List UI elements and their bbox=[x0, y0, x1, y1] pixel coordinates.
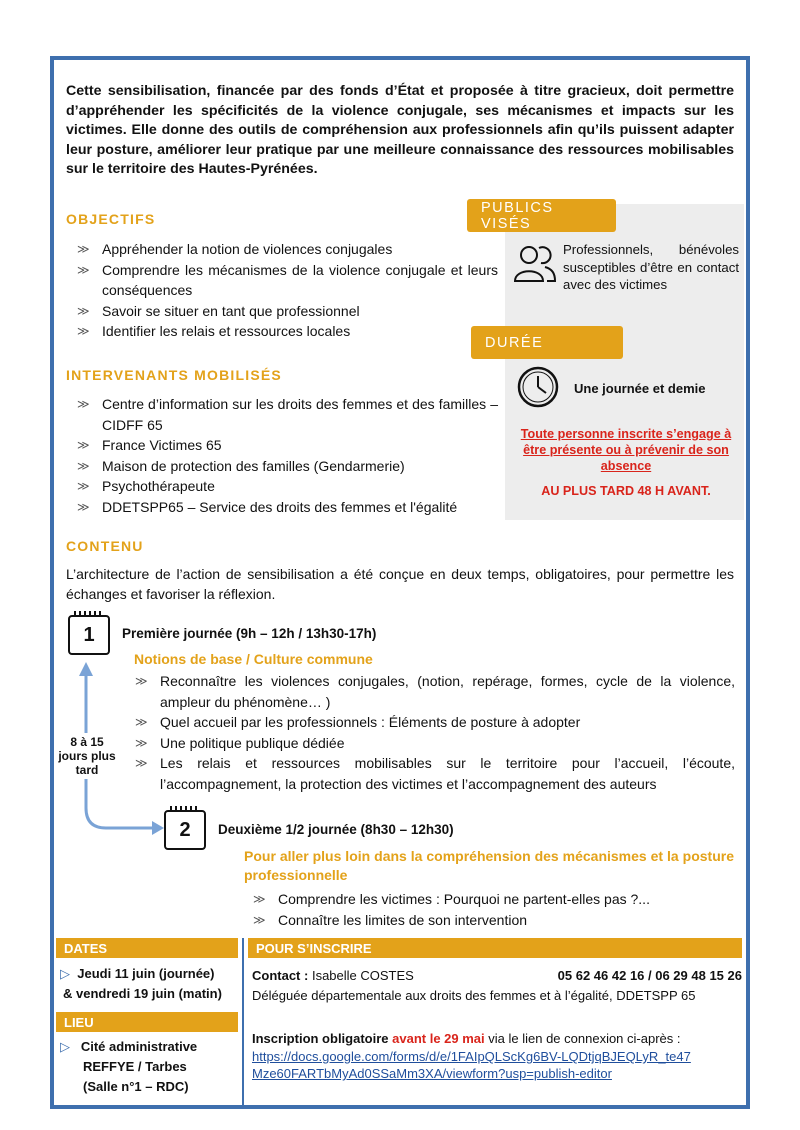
dates-block bbox=[60, 964, 240, 1004]
contenu-intro: L’architecture de l’action de sensibilisation a été conçue en deux temps, obligatoires, pour permettre les échanges et favoriser la réflexion. bbox=[66, 566, 734, 602]
list-item: ≫ Comprendre les victimes : Pourquoi ne partent-elles pas ?... bbox=[242, 889, 732, 910]
publics-tag: PUBLICS VISÉS bbox=[467, 199, 616, 232]
bullet-icon: ≫ bbox=[77, 242, 90, 256]
lieu-block bbox=[60, 1037, 240, 1097]
inscription-via: via le lien de connexion ci-après : bbox=[488, 1031, 681, 1046]
people-icon bbox=[512, 243, 558, 285]
calendar-day2-icon: 2 bbox=[164, 810, 206, 850]
day2-subtitle: Pour aller plus loin dans la compréhension des mécanismes et la posture professionnelle bbox=[244, 848, 734, 883]
list-item: ≫ Une politique publique dédiée bbox=[124, 733, 735, 754]
list-item: ≫ Psychothérapeute bbox=[66, 476, 498, 497]
calendar-day1-icon: 1 bbox=[68, 615, 110, 655]
list-item: ≫ Connaître les limites de son intervention bbox=[242, 910, 732, 931]
dates-line1: Jeudi 11 juin (journée) bbox=[77, 966, 215, 981]
list-item: ≫ Reconnaître les violences conjugales, (notion, repérage, formes, cycle de la violence, ampleur du phénomène… ) bbox=[135, 673, 735, 710]
list-item: ≫ Centre d’information sur les droits des femmes et des familles – CIDFF 65 bbox=[77, 396, 498, 433]
inscription-line bbox=[252, 1030, 742, 1047]
list-item: ≫ France Victimes 65 bbox=[66, 435, 498, 456]
bullet-icon: ≫ bbox=[77, 303, 90, 318]
dates-header: DATES bbox=[56, 938, 238, 958]
duree-deadline: AU PLUS TARD 48 H AVANT. bbox=[541, 484, 711, 498]
triangle-bullet-icon: ▷ bbox=[60, 966, 70, 981]
contact-line bbox=[252, 966, 742, 985]
objectifs-title: OBJECTIFS bbox=[66, 211, 156, 227]
day1-subtitle: Notions de base / Culture commune bbox=[134, 651, 373, 667]
gap-label: 8 à 15 jours plus tard bbox=[54, 733, 120, 779]
contact-label: Contact : bbox=[252, 968, 309, 983]
list-item: ≫ Identifier les relais et ressources locales bbox=[66, 321, 498, 342]
list-item: ≫ Comprendre les mécanismes de la violence conjugale et leurs conséquences bbox=[77, 261, 498, 298]
day2-list bbox=[242, 889, 732, 930]
bullet-icon: ≫ bbox=[253, 892, 266, 906]
list-item: ≫ DDETSPP65 – Service des droits des femmes et l'égalité bbox=[66, 497, 498, 518]
bullet-icon: ≫ bbox=[77, 458, 90, 473]
list-item: ≫ Appréhender la notion de violences conjugales bbox=[66, 239, 498, 260]
dates-line2: & vendredi 19 juin (matin) bbox=[63, 986, 222, 1001]
inscription-link[interactable]: https://docs.google.com/forms/d/e/1FAIpQLScKg6BV-LQDtjqBJEQLyR_te47Mze60FARTbMyAd0SSaMm3XA/viewform?usp=publish-editor bbox=[252, 1049, 691, 1081]
bullet-icon: ≫ bbox=[77, 397, 90, 411]
intro-paragraph: Cette sensibilisation, financée par des fonds d’État et proposée à titre gracieux, doit permettre d’appréhender les spécificités de la violence conjugale, ses mécanismes et impacts sur les victimes. Elle donne des outils de compréhension aux professionnels afin qu’ils puissent adapter leur posture, améliorer leur pratique par une meilleure connaissance des ressources mobilisables sur le territoire des Hautes-Pyrénées. bbox=[66, 83, 734, 177]
publics-text: Professionnels, bénévoles susceptibles d’être en contact avec des victimes bbox=[563, 242, 739, 292]
list-item: ≫ Les relais et ressources mobilisables sur le territoire pour l’accueil, l’écoute, l’accompagnement, la protection des victimes et l’accompagnement des auteurs bbox=[135, 755, 735, 792]
list-item: ≫ Savoir se situer en tant que professionnel bbox=[66, 301, 498, 322]
day2-title: Deuxième 1/2 journée (8h30 – 12h30) bbox=[218, 822, 454, 837]
intervenants-title: INTERVENANTS MOBILISÉS bbox=[66, 367, 282, 383]
lieu-line3: (Salle n°1 – RDC) bbox=[83, 1079, 189, 1094]
bullet-icon: ≫ bbox=[135, 756, 148, 770]
contact-role: Déléguée départementale aux droits des femmes et à l’égalité, DDETSPP 65 bbox=[252, 988, 696, 1003]
bullet-icon: ≫ bbox=[77, 262, 90, 277]
list-item: ≫ Maison de protection des familles (Gendarmerie) bbox=[66, 456, 498, 477]
bullet-icon: ≫ bbox=[135, 715, 148, 729]
bullet-icon: ≫ bbox=[253, 912, 266, 927]
contenu-title: CONTENU bbox=[66, 538, 144, 554]
lieu-header: LIEU bbox=[56, 1012, 238, 1032]
lieu-line1: Cité administrative bbox=[80, 1039, 198, 1054]
bullet-icon: ≫ bbox=[135, 735, 148, 750]
bullet-icon: ≫ bbox=[77, 438, 90, 452]
day1-list bbox=[124, 671, 735, 794]
bottom-divider bbox=[242, 938, 244, 1105]
lieu-line2: REFFYE / Tarbes bbox=[83, 1059, 187, 1074]
list-item: ≫ Quel accueil par les professionnels : Éléments de posture à adopter bbox=[124, 712, 735, 733]
intervenants-list bbox=[66, 394, 498, 517]
bullet-icon: ≫ bbox=[77, 324, 90, 338]
bullet-icon: ≫ bbox=[77, 499, 90, 514]
bullet-icon: ≫ bbox=[77, 479, 90, 493]
contact-phones: 05 62 46 42 16 / 06 29 48 15 26 bbox=[557, 968, 742, 983]
duree-warning: Toute personne inscrite s’engage à être présente ou à prévenir de son absence bbox=[520, 427, 732, 473]
objectifs-list bbox=[66, 239, 498, 342]
contact-name: Isabelle COSTES bbox=[311, 968, 414, 983]
triangle-bullet-icon: ▷ bbox=[60, 1039, 70, 1054]
bullet-icon: ≫ bbox=[135, 674, 148, 688]
clock-icon bbox=[516, 365, 560, 409]
duree-tag: DURÉE bbox=[471, 326, 623, 359]
inscription-deadline: avant le 29 mai bbox=[392, 1031, 485, 1046]
inscription-header: POUR S’INSCRIRE bbox=[248, 938, 742, 958]
day1-title: Première journée (9h – 12h / 13h30-17h) bbox=[122, 626, 377, 641]
duree-text: Une journée et demie bbox=[574, 381, 706, 396]
inscription-obligatoire: Inscription obligatoire bbox=[252, 1031, 389, 1046]
